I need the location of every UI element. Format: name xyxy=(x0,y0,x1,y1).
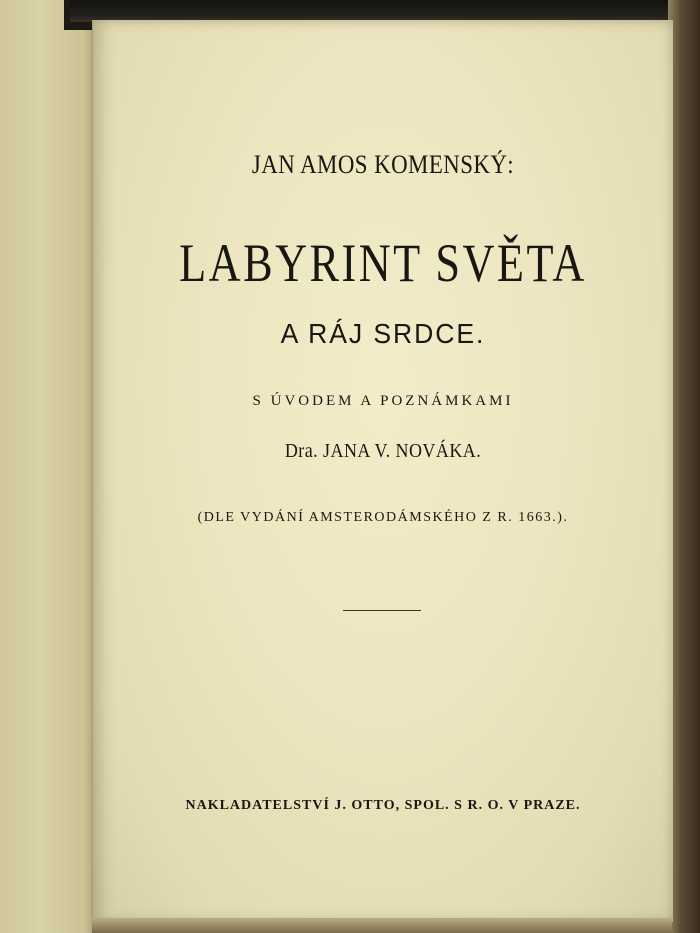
author-line: JAN AMOS KOMENSKÝ: xyxy=(251,150,515,179)
ornamental-divider xyxy=(343,610,421,611)
edition-note: (DLE VYDÁNÍ AMSTERODÁMSKÉHO Z R. 1663.). xyxy=(197,510,569,525)
book-title: LABYRINT SVĚTA xyxy=(179,233,587,293)
book-subtitle: A RÁJ SRDCE. xyxy=(280,318,486,349)
publisher-line: NAKLADATELSTVÍ J. OTTO, SPOL. S R. O. V PRAZE. xyxy=(185,798,581,813)
editor-line: Dra. JANA V. NOVÁKA. xyxy=(284,440,482,462)
title-page xyxy=(92,20,673,922)
left-facing-page xyxy=(0,0,100,933)
book-binding-top xyxy=(70,0,700,22)
page-bottom-edge xyxy=(92,918,672,933)
intro-line: S ÚVODEM A POZNÁMKAMI xyxy=(252,393,514,409)
